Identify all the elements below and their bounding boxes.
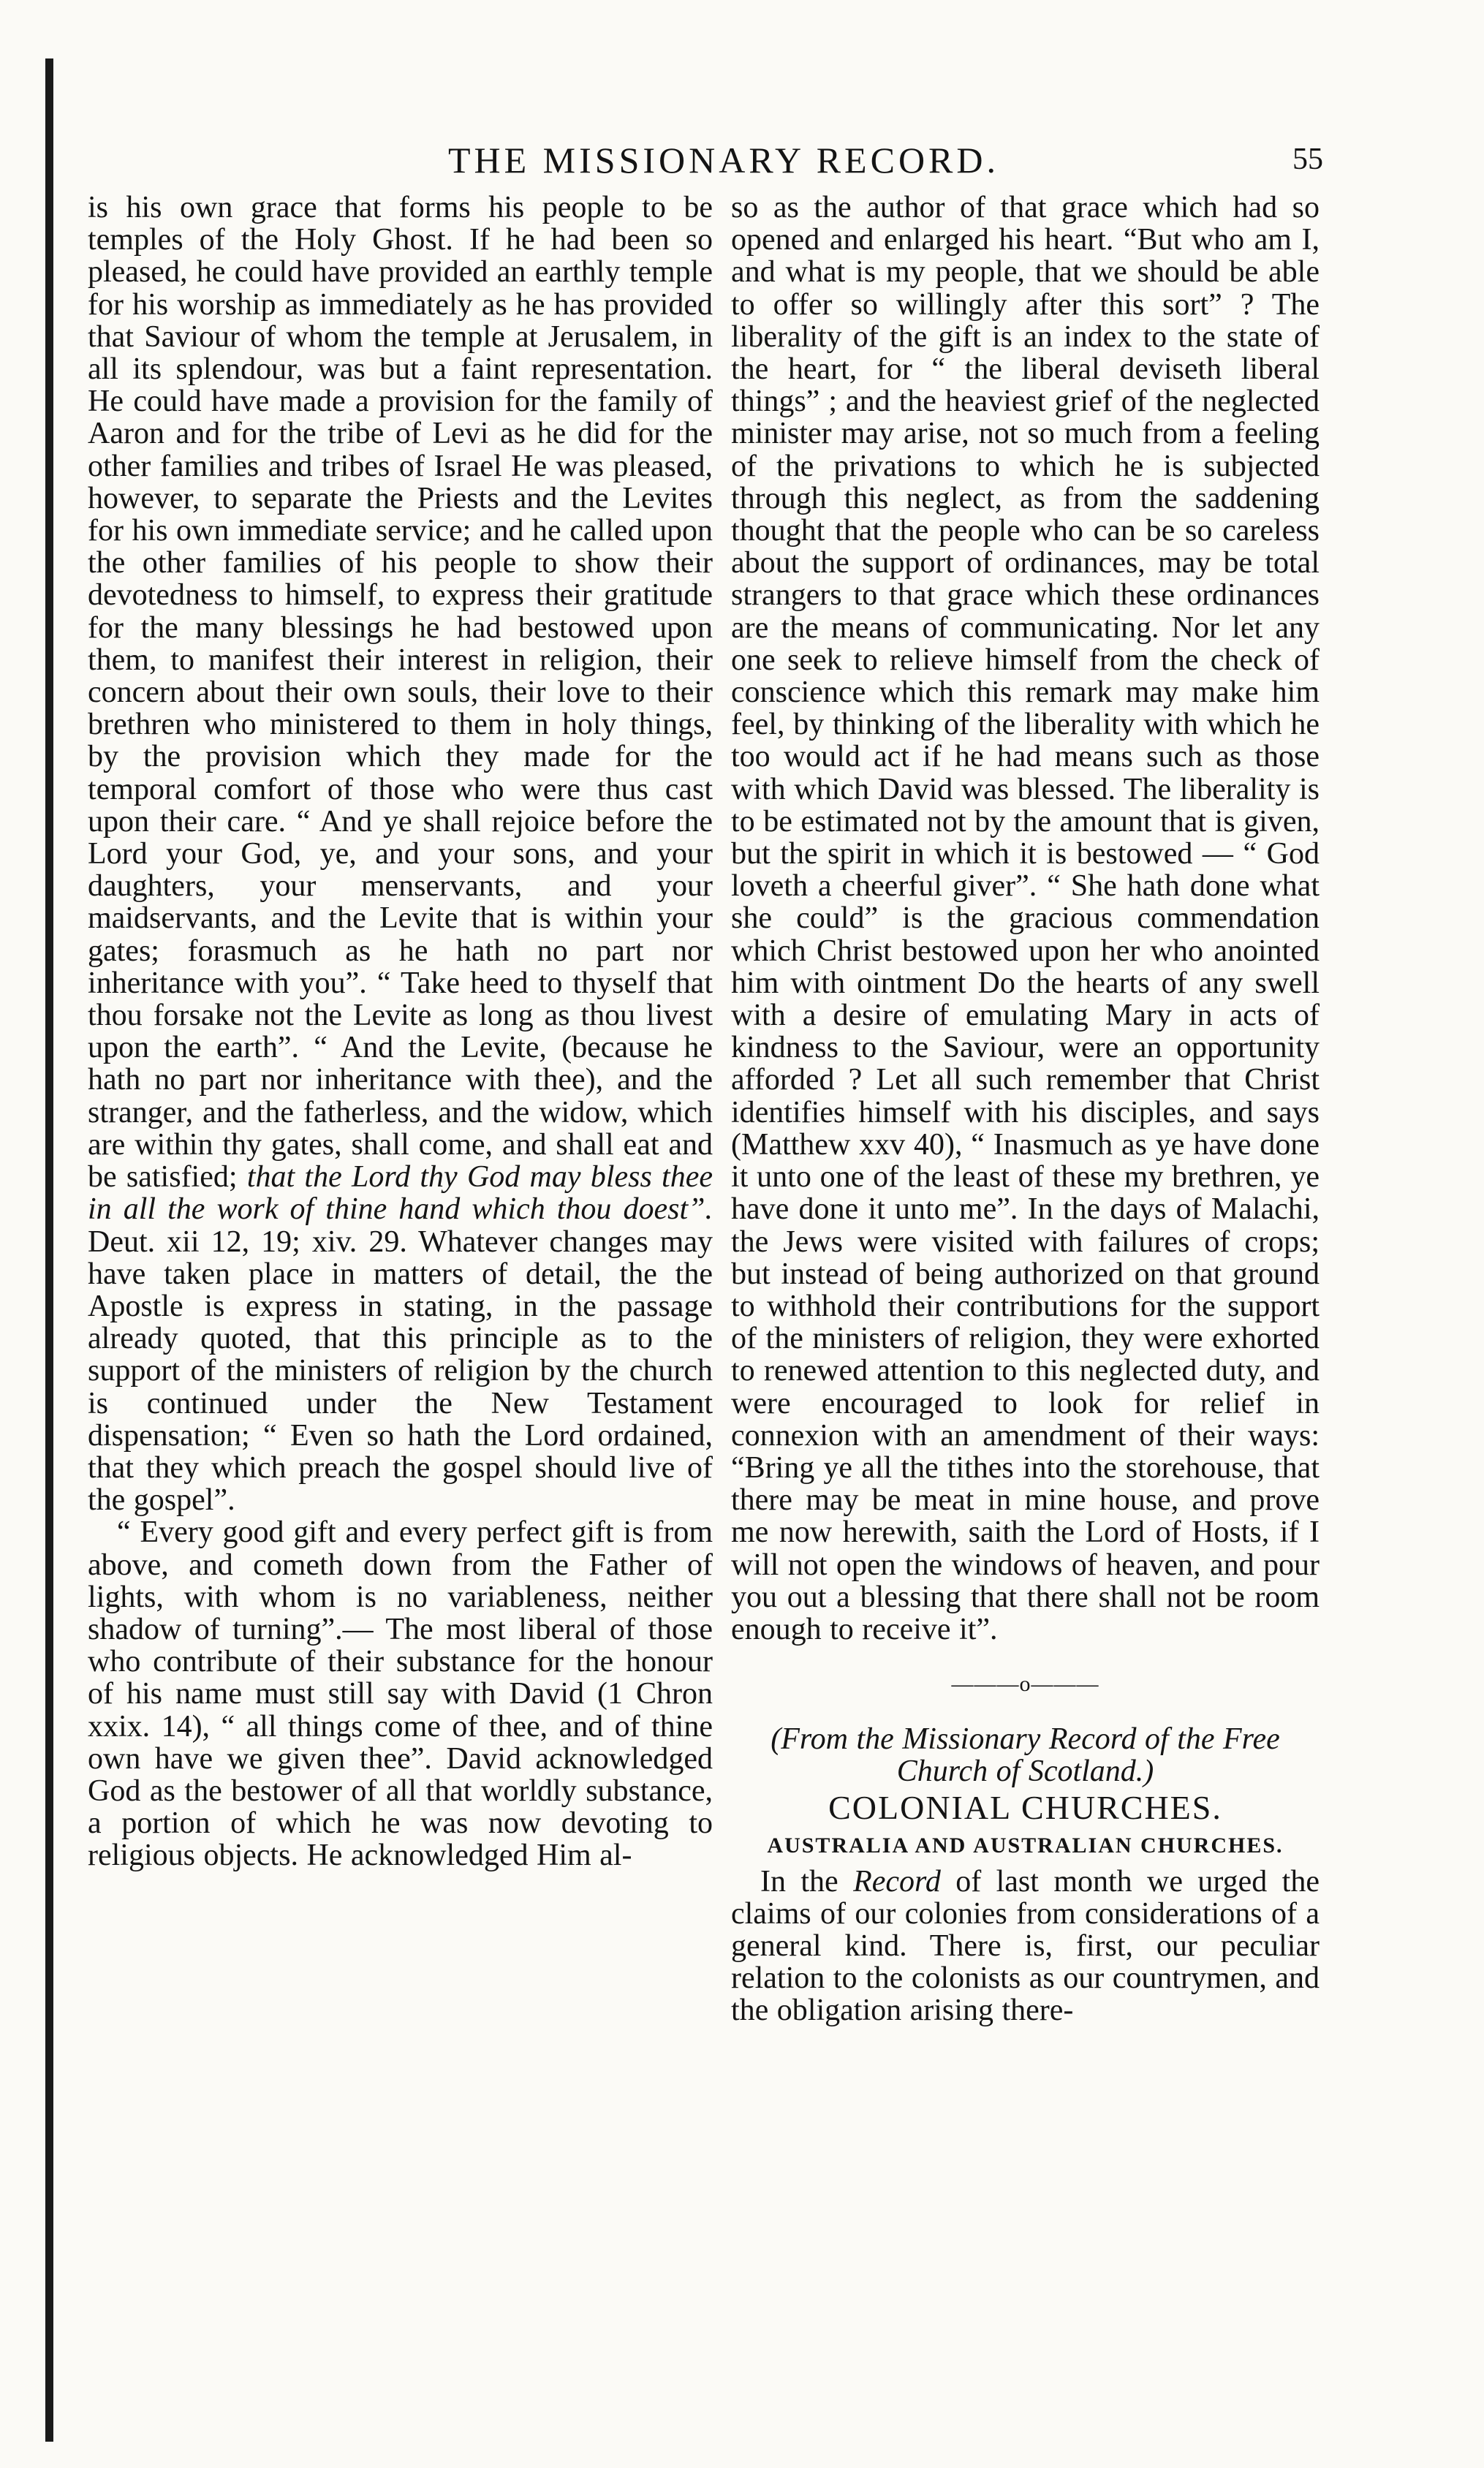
right-column — [731, 192, 1320, 2027]
section-separator: ———o——— — [951, 1672, 1099, 1697]
section-subheading: AUSTRALIA AND AUSTRALIAN CHURCHES. — [767, 1833, 1284, 1858]
source-credit-line-2: Church of Scotland.) — [896, 1755, 1154, 1789]
page-number: 55 — [1292, 143, 1323, 176]
paragraph-text: is his own grace that forms his people to be temples of the Holy Ghost. If he had been so pleased, he could have provided an earthly temple for his worship as immediately as he has provided that Saviour of whom the temple at Jerusalem, in all its splendour, was but a faint representation. He could have made a provision for the family of Aaron and for the tribe of Levi as he did for the other families and tribes of Israel He was pleased, however, to separate the Priests and the Levites for his own immediate service; and he called upon the other families of his people to show their devotedness to himself, to express their gratitude for the many blessings he had bestowed upon them, to manifest their interest in religion, their concern about their own souls, their love to their brethren who ministered to them in holy things, by the provision which they made for the temporal comfort of those who were thus cast upon their care. “ And ye shall rejoice before the Lord your God, ye, and your sons, and your daughters, your menservants, and your maidservants, and the Levite that is within your gates; forasmuch as he hath no part nor inheritance with you”. “ Take heed to thyself that thou forsake not the Levite as long as thou livest upon the earth”. “ And the Levite, (because he hath no part nor inheritance with thee), and the stranger, and the fatherless, and the widow, which are within thy gates, shall come, and shall eat and be satisfied; — [88, 191, 713, 1195]
section-title: COLONIAL CHURCHES. — [828, 1789, 1222, 1827]
source-credit — [731, 1723, 1320, 1787]
paragraph-every-good-gift: “ Every good gift and every perfect gift is from above, and cometh down from the Father of lights, with whom is no variableness, neither shadow of turning”.— The most liberal of those who contribute of their substance for the honour of his name must still say with David (1 Chron xxix. 14), “ all things come of thee, and of thine own have we given thee”. David acknowledged God as the bestower of all that worldly substance, a portion of which he was now devoting to religious objects. He acknowledged Him al- — [88, 1515, 713, 1873]
italic-record: Record — [853, 1864, 941, 1899]
source-credit-line-1: (From the Missionary Record of the Free — [771, 1722, 1280, 1757]
paragraph-colonies-rest: of last month we urged the claims of our colonies from considerations of a general kind. There is, first, our peculiar relation to the colonists as our countrymen, and the obligation arising there- — [731, 1864, 1320, 2028]
left-column — [88, 192, 713, 1872]
margin-rule — [45, 58, 53, 2442]
paragraph-liberality: so as the author of that grace which had so opened and enlarged his heart. “But who am I, and what is my people, that we should be able to offer so willingly after this sort” ? The liberality of the gift is an index to the state of the heart, for “ the liberal deviseth liberal things” ; and the heaviest grief of the neglected minister may arise, not so much from a feeling of the privations to which he is subjected through this neglect, as from the saddening thought that the people who can be so careless about the support of ordinances, may be total strangers to that grace which these ordinances are the means of communicating. Nor let any one seek to relieve himself from the check of conscience which this remark may make him feel, by thinking of the liberality with which he too would act if he had means such as those with which David was blessed. The liberality is to be estimated not by the amount that is given, but the spirit in which it is bestowed — “ God loveth a cheerful giver”. “ She hath done what she could” is the gracious commendation which Christ bestowed upon her who anointed him with ointment Do the hearts of any swell with a desire of emulating Mary in acts of kindness to the Saviour, were an opportunity afforded ? Let all such remember that Christ identifies himself with his disciples, and says (Matthew xxv 40), “ Inasmuch as ye have done it unto one of the least of these my brethren, ye have done it unto me”. In the days of Malachi, the Jews were visited with failures of crops; but instead of being authorized on that ground to withhold their contributions for the support of the ministers of religion, they were exhorted to renewed attention to this neglected duty, and were encouraged to look for relief in connexion with an amendment of their ways: “Bring ye all the tithes into the storehouse, that there may be meat in mine house, and prove me now herewith, saith the Lord of Hosts, if I will not open the windows of heaven, and pour you out a blessing that there shall not be room enough to receive it”. — [731, 191, 1320, 1646]
running-header — [102, 139, 1345, 183]
journal-title: THE MISSIONARY RECORD. — [447, 140, 1000, 181]
paragraph-colonies-start: In the — [760, 1864, 854, 1899]
paragraph-levites — [88, 192, 713, 1516]
paragraph-colonies — [731, 1866, 1320, 2027]
italic-quotation: that the Lord thy God may bless thee in all the work of thine hand which thou doest”. — [88, 1160, 713, 1227]
paragraph-text-end: Deut. xii 12, 19; xiv. 29. Whatever changes may have taken place in matters of detail, the the Apostle is express in stating, in the passage already quoted, that this principle as to the support of the ministers of religion by the church is continued under the New Testament dispensation; “ Even so hath the Lord ordained, that they which preach the gospel should live of the gospel”. — [88, 1224, 713, 1518]
